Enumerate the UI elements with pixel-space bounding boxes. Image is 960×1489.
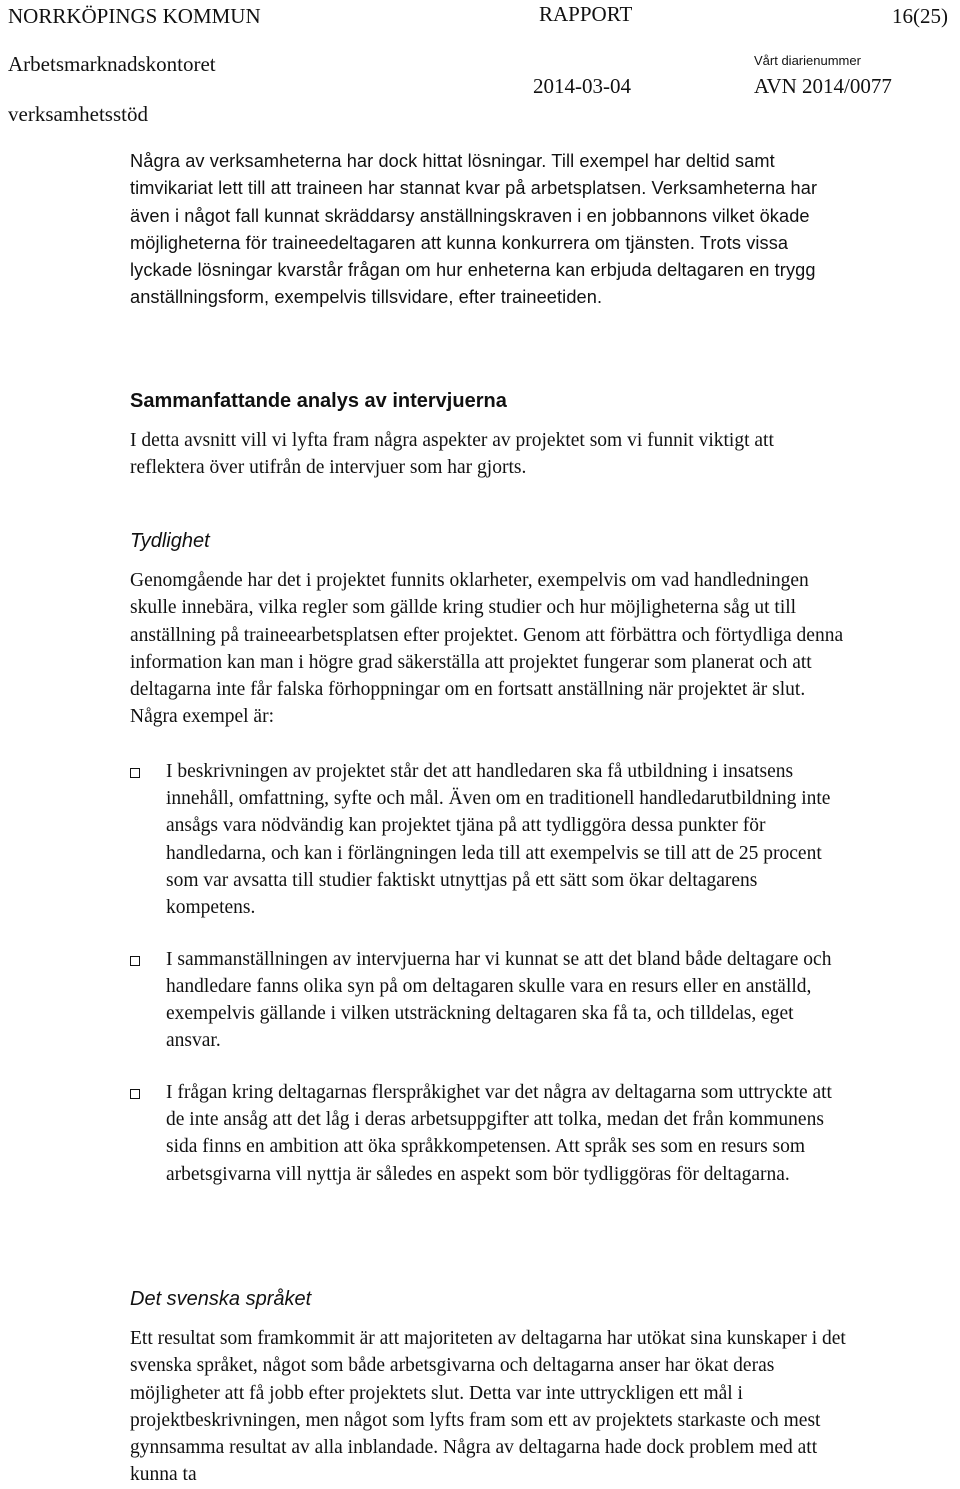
- checkbox-bullet-icon: [130, 768, 140, 778]
- language-paragraph: Ett resultat som framkommit är att majoriteten av deltagarna har utökat sina kunskaper i det svenska språket, något som både arbetsgivarna och deltagarna anser har ökat deras möjligheter att få jobb efter projektets slut. Detta var inte uttryckligen ett mål i projektbeskrivningen, men något som lyfts fram som ett av projektets starkaste och mest gynnsamma resultat av alla inblandade. Några av deltagarna hade dock problem med att kunna ta: [130, 1328, 846, 1486]
- language-heading: Det svenska språket: [130, 1288, 312, 1310]
- unit-name: verksamhetsstöd: [8, 102, 148, 126]
- clarity-paragraph: Genomgående har det i projektet funnits oklarheter, exempelvis om vad handledningen skulle innebära, vilka regler som gällde kring studier och hur möjligheterna såg ut till anställning på traineearbetsplatsen efter projektet. Genom att förbättra och förtydliga denna information kan man i högre grad säkerställa att projektet fungerar som planerat och att deltagarna inte får falska förhoppningar om en fortsatt anställning när projektet är slut. Några exempel är:: [130, 570, 844, 728]
- clarity-bullet-list: [130, 758, 846, 1188]
- reference-label: Vårt diarienummer: [754, 53, 861, 68]
- reference-number: AVN 2014/0077: [754, 74, 892, 98]
- bullet-text: I frågan kring deltagarnas flerspråkighet var det några av deltagarna som uttryckte att de inte ansåg att det låg i deras arbetsuppgifter att tolka, medan det från kommunens sida finns en ambition att öka språkkompetensen. Att språk ses som en resurs som arbetsgivarna vill nyttja är således en aspekt som bör tydliggöras för deltagarna.: [166, 1081, 832, 1185]
- checkbox-bullet-icon: [130, 1089, 140, 1099]
- summary-heading: Sammanfattande analys av intervjuerna: [130, 390, 507, 412]
- department-name: Arbetsmarknadskontoret: [8, 52, 216, 76]
- list-item: [130, 1079, 846, 1188]
- page-number: 16(25): [892, 4, 948, 28]
- clarity-heading: Tydlighet: [130, 530, 210, 552]
- list-item: [130, 946, 846, 1055]
- list-item: [130, 758, 846, 922]
- summary-section: [130, 388, 846, 482]
- summary-paragraph: I detta avsnitt vill vi lyfta fram några aspekter av projektet som vi funnit viktigt att reflektera över utifrån de intervjuer som har gjorts.: [130, 430, 774, 479]
- language-section: [130, 1286, 846, 1489]
- organization-name: NORRKÖPINGS KOMMUN: [8, 4, 261, 28]
- checkbox-bullet-icon: [130, 956, 140, 966]
- intro-paragraph: Några av verksamheterna har dock hittat lösningar. Till exempel har deltid samt timvikariat lett till att traineen har stannat kvar på arbetsplatsen. Verksamheterna har även i något fall kunnat skräddarsy anställningskraven i en jobbannons vilket ökade möjligheterna för traineedeltagaren att kunna konkurrera om tjänsten. Trots vissa lyckade lösningar kvarstår frågan om hur enheterna kan erbjuda deltagaren en trygg anställningsform, exempelvis tillsvidare, efter traineetiden.: [130, 151, 818, 308]
- intro-section: [130, 148, 846, 312]
- clarity-section: [130, 528, 846, 1188]
- document-date: 2014-03-04: [533, 74, 631, 98]
- bullet-text: I sammanställningen av intervjuerna har vi kunnat se att det bland både deltagare och handledare fanns olika syn på om deltagaren skulle vara en resurs eller en anställd, exempelvis gällande i vilken utsträckning deltagaren ska få ta, och tilldelas, eget ansvar.: [166, 948, 832, 1052]
- bullet-text: I beskrivningen av projektet står det att handledaren ska få utbildning i insatsens innehåll, omfattning, syfte och mål. Även om en traditionell handledarutbildning inte ansågs vara nödvändig kan projektet tjäna på att tydliggöra dessa punkter för handledarna, och kan i förlängningen leda till att exempelvis se till att de 25 procent som var avsatta till studier faktiskt utnyttjas på ett sätt som ökar deltagarens kompetens.: [166, 760, 831, 919]
- document-type: RAPPORT: [539, 2, 633, 26]
